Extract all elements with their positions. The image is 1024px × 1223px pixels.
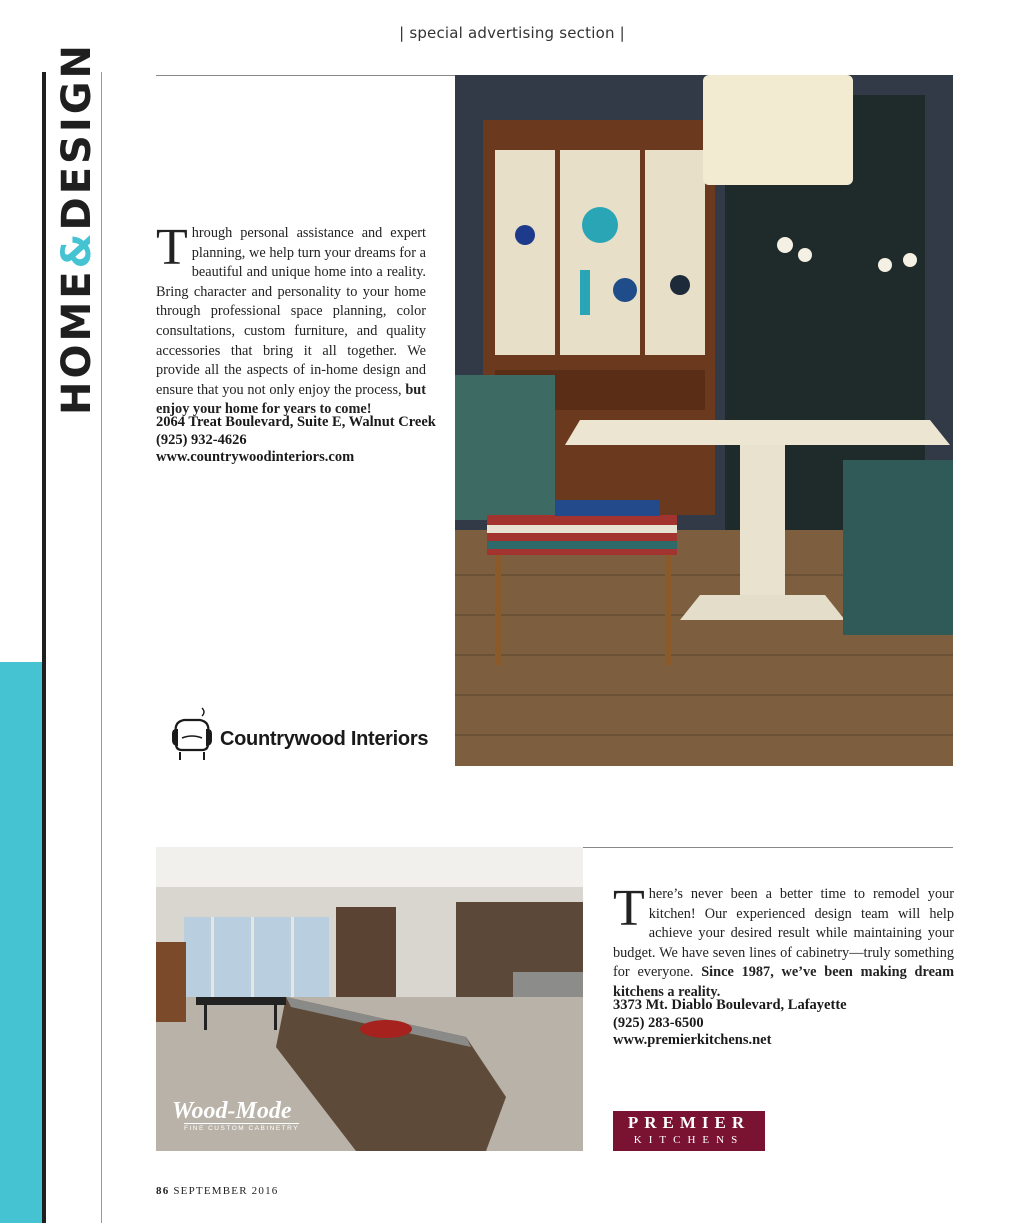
countrywood-phone: (925) 932-4626 — [156, 431, 247, 448]
premier-contact — [613, 997, 847, 1050]
woodmode-watermark — [172, 1099, 299, 1132]
premier-description — [613, 880, 954, 1003]
top-divider — [156, 75, 456, 76]
issue-date: SEPTEMBER 2016 — [173, 1185, 279, 1197]
countrywood-dropcap: T — [156, 219, 188, 276]
sidebar-dark-rule — [42, 72, 46, 1223]
woodmode-mark: Wood-Mode — [172, 1098, 292, 1124]
premier-address: 3373 Mt. Diablo Boulevard, Lafayette — [613, 997, 847, 1013]
countrywood-body-bold: but enjoy your home for years to come! — [156, 381, 426, 418]
living-room-photo — [455, 75, 953, 766]
countrywood-website[interactable]: www.countrywoodinteriors.com — [156, 449, 355, 465]
kitchen-photo — [156, 847, 583, 1151]
premier-body-bold: Since 1987, we’ve been making dream kitchens a reality. — [613, 964, 954, 1000]
page-number: 86 — [156, 1185, 170, 1197]
countrywood-contact — [156, 414, 436, 467]
living-room-illustration — [455, 75, 953, 766]
premier-logo-line1: PREMIER — [627, 1113, 751, 1132]
countrywood-address: 2064 Treat Boulevard, Suite E, Walnut Creek — [156, 414, 436, 430]
premier-phone: (925) 283-6500 — [613, 1014, 704, 1031]
section-title-amp: & — [54, 230, 100, 269]
woodmode-mark-sub: FINE CUSTOM CABINETRY — [184, 1125, 300, 1132]
premier-logo-line2: KITCHENS — [633, 1134, 745, 1146]
premier-body: here’s never been a better time to remodel your kitchen! Our experienced design team will help achieve your desired result while maintaining your budget. We have seven lines of cabinetry—truly something for everyone. — [613, 886, 954, 981]
sidebar-thin-rule — [101, 72, 102, 1223]
section-title-word2: DESIGN — [54, 41, 100, 231]
section-title — [54, 41, 100, 415]
premier-dropcap: T — [613, 880, 645, 937]
countrywood-body: hrough personal assistance and expert planning, we help turn your dreams for a beautiful and unique home into a reality. Bring character and personality to your home through professional space planning, color consultations, custom furniture, and quality accessories that bring it all together. We provide all the aspects of in-home design and ensure that you not only enjoy the process, — [156, 225, 426, 398]
armchair-icon — [168, 704, 218, 764]
countrywood-description — [156, 219, 426, 420]
premier-website[interactable]: www.premierkitchens.net — [613, 1032, 772, 1048]
countrywood-logo — [168, 704, 428, 764]
page-footer — [156, 1185, 278, 1197]
section-title-word1: HOME — [54, 268, 100, 415]
sidebar-accent-bar — [0, 662, 44, 1223]
premier-kitchens-logo — [613, 1111, 765, 1151]
section-header: | special advertising section | — [399, 24, 625, 42]
countrywood-logo-name: Countrywood Interiors — [220, 728, 429, 750]
middle-divider — [583, 847, 953, 848]
